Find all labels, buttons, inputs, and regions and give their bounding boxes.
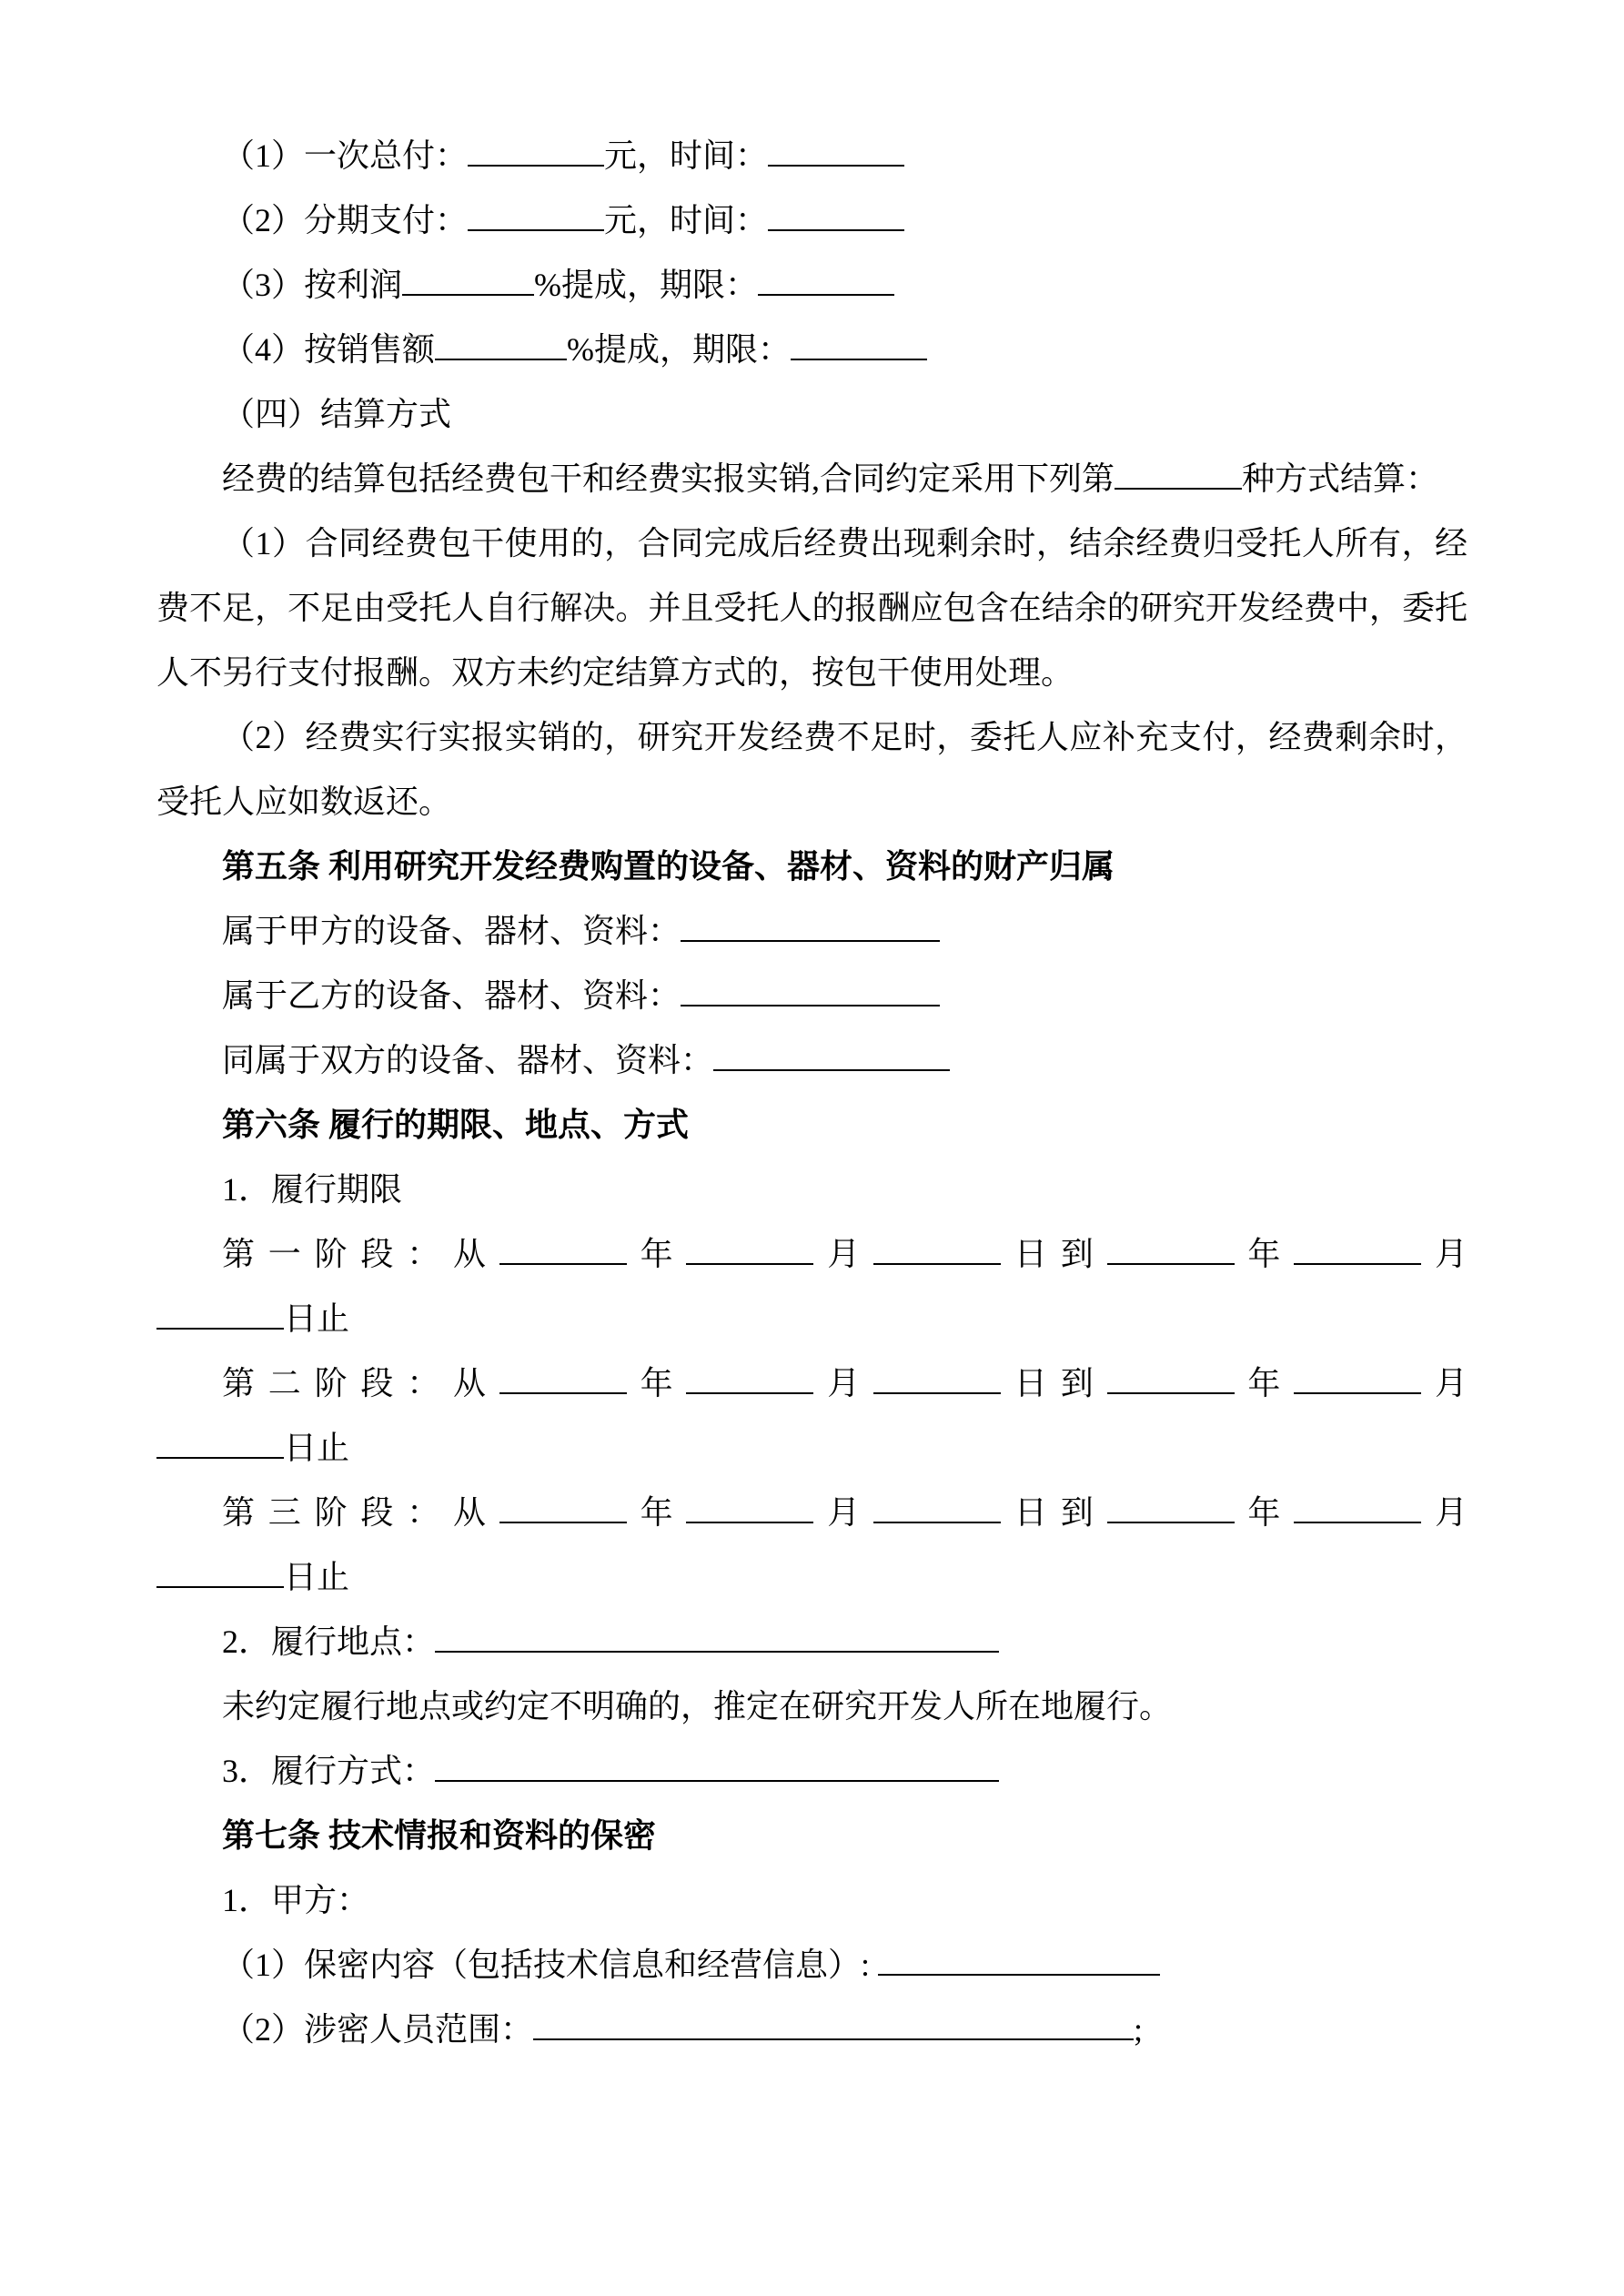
text-run: 第三阶段：从: [222, 1494, 499, 1531]
document-body: [156, 124, 1468, 2062]
blank-field: [686, 1491, 813, 1523]
blank-field: [791, 328, 927, 360]
text-run: ;: [1134, 2011, 1144, 2048]
blank-field: [1107, 1491, 1235, 1523]
text-run: 同属于双方的设备、器材、资料：: [222, 1042, 714, 1078]
text-run: （3）按利润: [222, 267, 403, 303]
blank-field: [468, 198, 604, 231]
text-run: 元，时间：: [604, 137, 769, 174]
blank-field: [758, 263, 894, 296]
paragraph-performance-period-label: [156, 1158, 1468, 1222]
text-run: （2）涉密人员范围：: [222, 2011, 534, 2048]
blank-field: [499, 1232, 627, 1265]
blank-field: [499, 1361, 627, 1394]
text-run: 月: [813, 1365, 874, 1401]
blank-field: [1294, 1361, 1421, 1394]
text-run: 种方式结算：: [1242, 460, 1439, 497]
blank-field: [873, 1232, 1001, 1265]
paragraph-payment-option-2: [156, 188, 1468, 253]
blank-field: [681, 909, 940, 942]
blank-field: [873, 1491, 1001, 1523]
text-run: 第六条 履行的期限、地点、方式: [222, 1107, 690, 1143]
text-run: 属于甲方的设备、器材、资料：: [222, 913, 681, 949]
paragraph-article-7-heading: [156, 1804, 1468, 1868]
text-run: 月: [1421, 1236, 1468, 1272]
blank-field: [435, 328, 567, 360]
paragraph-payment-option-4: [156, 318, 1468, 382]
paragraph-article-6-heading: [156, 1093, 1468, 1158]
paragraph-stage-1-line-1: [156, 1222, 1468, 1287]
text-run: 年: [626, 1365, 687, 1401]
paragraph-performance-method: [156, 1739, 1468, 1804]
text-run: 月: [813, 1494, 874, 1531]
text-run: 第二阶段：从: [222, 1365, 499, 1401]
blank-field: [499, 1491, 627, 1523]
text-run: （1）一次总付：: [222, 137, 469, 174]
paragraph-property-party-a: [156, 899, 1468, 964]
text-run: 1．履行期限: [222, 1171, 403, 1208]
paragraph-settlement-heading: [156, 382, 1468, 447]
text-run: 年: [1234, 1494, 1295, 1531]
paragraph-stage-2-line-2: [156, 1416, 1468, 1481]
text-run: 月: [1421, 1494, 1468, 1531]
blank-field: [156, 1297, 284, 1330]
paragraph-performance-place-note: [156, 1674, 1468, 1739]
text-run: （1）保密内容（包括技术信息和经营信息）:: [222, 1947, 879, 1983]
paragraph-property-party-b: [156, 964, 1468, 1028]
blank-field: [1107, 1361, 1235, 1394]
blank-field: [1294, 1491, 1421, 1523]
blank-field: [686, 1232, 813, 1265]
blank-field: [686, 1361, 813, 1394]
paragraph-settlement-clause-1: [156, 511, 1468, 705]
blank-field: [468, 134, 604, 167]
paragraph-stage-2-line-1: [156, 1351, 1468, 1416]
text-run: 未约定履行地点或约定不明确的，推定在研究开发人所在地履行。: [222, 1688, 1173, 1725]
text-run: （2）分期支付：: [222, 202, 469, 238]
blank-field: [768, 198, 904, 231]
text-run: （4）按销售额: [222, 331, 436, 368]
text-run: 1．甲方：: [222, 1882, 370, 1918]
text-run: 经费的结算包括经费包干和经费实报实销,合同约定采用下列第: [222, 460, 1115, 497]
text-run: 月: [1421, 1365, 1468, 1401]
text-run: %提成，期限：: [567, 331, 792, 368]
text-run: （1）合同经费包干使用的，合同完成后经费出现剩余时，结余经费归受托人所有，经费不足，不足由受托人自行解决。并且受托人的报酬应包含在结余的研究开发经费中，委托人不另行支付报酬。双方未约定结算方式的，按包干使用处理。: [156, 525, 1468, 691]
text-run: 3．履行方式：: [222, 1753, 436, 1789]
text-run: 第一阶段：从: [222, 1236, 499, 1272]
text-run: 日到: [1001, 1494, 1107, 1531]
text-run: 年: [626, 1236, 687, 1272]
paragraph-payment-option-1: [156, 124, 1468, 188]
text-run: 日止: [284, 1300, 350, 1337]
text-run: 年: [1234, 1236, 1295, 1272]
blank-field: [435, 1749, 999, 1782]
blank-field: [1115, 457, 1242, 490]
paragraph-article-5-heading: [156, 834, 1468, 899]
text-run: 日止: [284, 1430, 350, 1466]
blank-field: [533, 2008, 1134, 2040]
blank-field: [156, 1555, 284, 1588]
paragraph-secrecy-personnel: [156, 1998, 1468, 2062]
text-run: 日到: [1001, 1236, 1107, 1272]
blank-field: [768, 134, 904, 167]
blank-field: [873, 1361, 1001, 1394]
paragraph-stage-3-line-2: [156, 1545, 1468, 1610]
blank-field: [1107, 1232, 1235, 1265]
blank-field: [156, 1426, 284, 1459]
text-run: 2．履行地点：: [222, 1623, 436, 1660]
blank-field: [1294, 1232, 1421, 1265]
blank-field: [713, 1038, 950, 1071]
text-run: %提成，期限：: [534, 267, 759, 303]
blank-field: [435, 1620, 999, 1653]
text-run: 年: [1234, 1365, 1295, 1401]
text-run: 元，时间：: [604, 202, 769, 238]
blank-field: [681, 974, 940, 1006]
text-run: 日止: [284, 1559, 350, 1595]
text-run: 年: [626, 1494, 687, 1531]
text-run: 日到: [1001, 1365, 1107, 1401]
paragraph-performance-place: [156, 1610, 1468, 1674]
text-run: 月: [813, 1236, 874, 1272]
text-run: （四）结算方式: [222, 396, 452, 432]
text-run: 第五条 利用研究开发经费购置的设备、器材、资料的财产归属: [222, 848, 1115, 885]
paragraph-secrecy-content: [156, 1933, 1468, 1998]
paragraph-payment-option-3: [156, 253, 1468, 318]
blank-field: [402, 263, 534, 296]
paragraph-settlement-clause-2: [156, 705, 1468, 834]
paragraph-party-a-label: [156, 1868, 1468, 1933]
paragraph-stage-3-line-1: [156, 1481, 1468, 1545]
text-run: 属于乙方的设备、器材、资料：: [222, 977, 681, 1014]
paragraph-property-both: [156, 1028, 1468, 1093]
text-run: 第七条 技术情报和资料的保密: [222, 1817, 657, 1854]
paragraph-settlement-intro: [156, 447, 1468, 511]
text-run: （2）经费实行实报实销的，研究开发经费不足时，委托人应补充支付，经费剩余时，受托人应如数返还。: [156, 719, 1468, 820]
blank-field: [878, 1943, 1160, 1976]
paragraph-stage-1-line-2: [156, 1287, 1468, 1351]
